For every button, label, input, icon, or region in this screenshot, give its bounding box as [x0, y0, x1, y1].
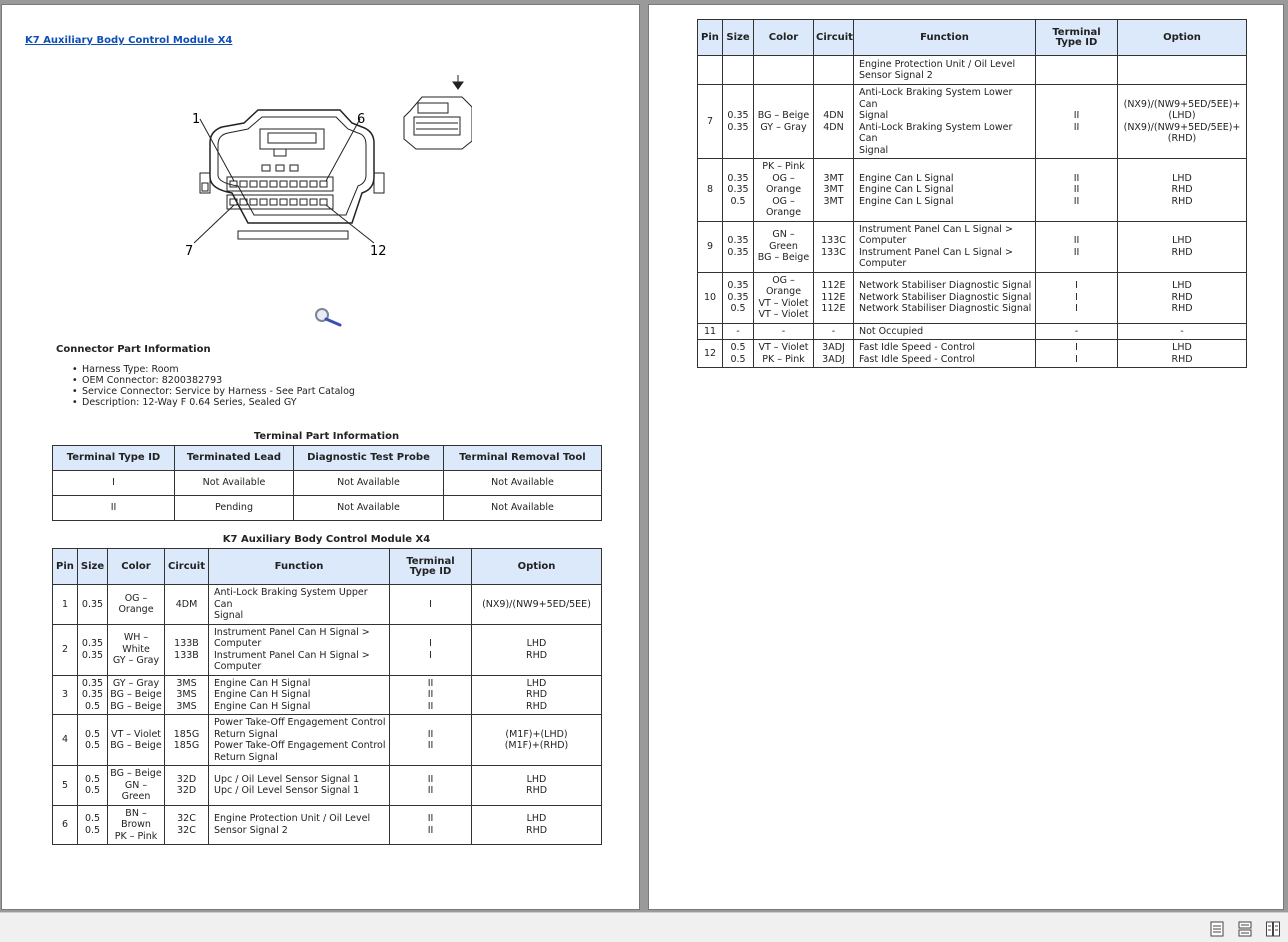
pin-cell-pin: 5	[53, 766, 78, 806]
pin-cell-circuit: 3ADJ 3ADJ	[814, 340, 854, 368]
pin-cell-size: 0.5 0.5	[78, 766, 108, 806]
pin-cell-pin: 12	[698, 340, 723, 368]
table-row	[53, 675, 602, 715]
viewer-status-bar	[0, 912, 1288, 942]
pin-cell-size: 0.35 0.35	[723, 221, 754, 272]
table-row	[53, 624, 602, 675]
pin-cell-pin: 4	[53, 715, 78, 766]
pin-cell-function: Instrument Panel Can L Signal > Computer Instrument Panel Can L Signal > Computer	[854, 221, 1036, 272]
pin-cell-size: 0.35 0.35	[78, 624, 108, 675]
pin-cell-circuit: 3MS 3MS 3MS	[165, 675, 209, 715]
pin-cell-ttid: II II	[390, 805, 472, 845]
pin-cell-pin: 10	[698, 272, 723, 323]
pin-cell-pin: 1	[53, 585, 78, 625]
table-cell: Not Available	[175, 471, 294, 496]
table-row	[698, 323, 1247, 340]
table-row	[53, 766, 602, 806]
pin-header-function: Function	[209, 549, 390, 585]
terminal-info-header: Terminal Removal Tool	[444, 446, 602, 471]
pin-label-12: 12	[370, 244, 387, 259]
pin-cell-size: 0.5 0.5	[78, 805, 108, 845]
pin-cell-color: GN – Green BG – Beige	[754, 221, 814, 272]
pin-cell-color: OG – Orange	[108, 585, 165, 625]
pin-cell-color: BG – Beige GY – Gray	[754, 85, 814, 159]
pin-cell-option: LHD RHD RHD	[1118, 159, 1247, 222]
pin-cell-ttid: II II II	[1036, 159, 1118, 222]
continued-row	[698, 56, 1247, 85]
connector-info-item: • OEM Connector: 8200382793	[72, 375, 355, 386]
pin-cell-size: -	[723, 323, 754, 340]
page-left	[1, 4, 640, 910]
pin-cell-circuit: 112E 112E 112E	[814, 272, 854, 323]
pin-cell-option: LHD RHD	[1118, 221, 1247, 272]
pin-cell-size: 0.5 0.5	[78, 715, 108, 766]
pin-cell-ttid: II II	[1036, 85, 1118, 159]
single-page-view-icon[interactable]	[1210, 921, 1224, 937]
pin-cell-option: (NX9)/(NW9+5ED/5EE)+ (LHD) (NX9)/(NW9+5ED/5EE)+ (RHD)	[1118, 85, 1247, 159]
document-title-link[interactable]: K7 Auxiliary Body Control Module X4	[25, 35, 233, 46]
pin-header-ttid: Terminal Type ID	[1036, 20, 1118, 56]
pin-cell-color: BN – Brown PK – Pink	[108, 805, 165, 845]
pin-cell-ttid: II II	[390, 766, 472, 806]
connector-diagram	[172, 65, 472, 265]
pin-header-size: Size	[78, 549, 108, 585]
pin-cell-color: OG – Orange VT – Violet VT – Violet	[754, 272, 814, 323]
pin-cell-function: Anti-Lock Braking System Upper Can Signal	[209, 585, 390, 625]
pin-cell-pin: 11	[698, 323, 723, 340]
pin-cell-option: LHD RHD RHD	[1118, 272, 1247, 323]
pin-cell-ttid: -	[1036, 323, 1118, 340]
table-row	[53, 471, 602, 496]
table-cell: Not Available	[294, 496, 444, 521]
pin-cell-function: Engine Protection Unit / Oil Level Sensor Signal 2	[209, 805, 390, 845]
table-row	[698, 340, 1247, 368]
zoom-magnifier-icon[interactable]	[310, 305, 346, 329]
pin-cell-size: 0.35 0.35	[723, 85, 754, 159]
pin-cell-color: GY – Gray BG – Beige BG – Beige	[108, 675, 165, 715]
pin-cell-circuit: 3MT 3MT 3MT	[814, 159, 854, 222]
pin-cell-color: VT – Violet BG – Beige	[108, 715, 165, 766]
pin-header-option: Option	[1118, 20, 1247, 56]
pin-cell-option: LHD RHD	[472, 766, 602, 806]
pin-cell-size: 0.5 0.5	[723, 340, 754, 368]
connector-info-heading: Connector Part Information	[56, 344, 211, 355]
pin-cell-option: LHD RHD	[1118, 340, 1247, 368]
pin-label-7: 7	[185, 244, 194, 259]
pin-cell-function: Network Stabiliser Diagnostic Signal Network Stabiliser Diagnostic Signal Network Stabiliser Diagnostic Signal	[854, 272, 1036, 323]
pin-cell-ttid: I I	[390, 624, 472, 675]
terminal-info-heading: Terminal Part Information	[253, 431, 400, 442]
connector-info-item: • Harness Type: Room	[72, 364, 355, 375]
table-cell: Not Available	[444, 496, 602, 521]
pin-cell-pin: 2	[53, 624, 78, 675]
pin-cell-circuit: 4DM	[165, 585, 209, 625]
pin-header-function: Function	[854, 20, 1036, 56]
pin-cell-circuit: -	[814, 323, 854, 340]
table-row	[698, 221, 1247, 272]
pin-cell-function: Not Occupied	[854, 323, 1036, 340]
pin-cell-ttid: II II	[390, 715, 472, 766]
connector-3d-view	[404, 75, 472, 149]
pin-cell-size: 0.35 0.35 0.5	[723, 159, 754, 222]
pin-cell-pin: 9	[698, 221, 723, 272]
pin-header-pin: Pin	[53, 549, 78, 585]
pin-cell-function: Power Take-Off Engagement Control Return Signal Power Take-Off Engagement Control Return Signal	[209, 715, 390, 766]
pin-cell-function: Engine Can L Signal Engine Can L Signal Engine Can L Signal	[854, 159, 1036, 222]
pin-cell-option: (M1F)+(LHD) (M1F)+(RHD)	[472, 715, 602, 766]
pin-cell-circuit: 185G 185G	[165, 715, 209, 766]
continuous-view-icon[interactable]	[1238, 921, 1252, 937]
connector-info-item: • Description: 12-Way F 0.64 Series, Sealed GY	[72, 397, 355, 408]
pin-header-ttid: Terminal Type ID	[390, 549, 472, 585]
pin-cell-circuit: 32D 32D	[165, 766, 209, 806]
table-cell: II	[53, 496, 175, 521]
pin-header-pin: Pin	[698, 20, 723, 56]
pin-header-size: Size	[723, 20, 754, 56]
pin-table-left	[52, 548, 602, 845]
pin-cell-function: Instrument Panel Can H Signal > Computer Instrument Panel Can H Signal > Computer	[209, 624, 390, 675]
pin-cell-option: -	[1118, 323, 1247, 340]
pin-header-color: Color	[108, 549, 165, 585]
pin-cell-color: PK – Pink OG – Orange OG – Orange	[754, 159, 814, 222]
two-page-view-icon[interactable]	[1266, 921, 1280, 937]
pin-cell-pin: 7	[698, 85, 723, 159]
pin-cell-ttid: II II II	[390, 675, 472, 715]
connector-info-list	[72, 364, 355, 408]
terminal-info-header: Terminated Lead	[175, 446, 294, 471]
pin-cell-circuit: 32C 32C	[165, 805, 209, 845]
pin-cell-option: LHD RHD	[472, 805, 602, 845]
pin-cell-size: 0.35 0.35 0.5	[78, 675, 108, 715]
table-cell: Pending	[175, 496, 294, 521]
pin-cell-size: 0.35 0.35 0.5	[723, 272, 754, 323]
table-cell: Not Available	[294, 471, 444, 496]
terminal-info-header: Terminal Type ID	[53, 446, 175, 471]
pin-cell-ttid: I	[390, 585, 472, 625]
pin-cell-color: -	[754, 323, 814, 340]
pin-cell-function: Engine Can H Signal Engine Can H Signal Engine Can H Signal	[209, 675, 390, 715]
table-row	[53, 496, 602, 521]
pin-cell-option: LHD RHD	[472, 624, 602, 675]
pin-cell-circuit: 133B 133B	[165, 624, 209, 675]
table-row	[698, 159, 1247, 222]
pin-cell-pin: 3	[53, 675, 78, 715]
pin-cell-function: Anti-Lock Braking System Lower Can Signal Anti-Lock Braking System Lower Can Signal	[854, 85, 1036, 159]
pin-cell-option: (NX9)/(NW9+5ED/5EE)	[472, 585, 602, 625]
terminal-info-table	[52, 445, 602, 521]
pin-header-color: Color	[754, 20, 814, 56]
table-row	[53, 805, 602, 845]
pin-cell-ttid: II II	[1036, 221, 1118, 272]
pin-cell-color: VT – Violet PK – Pink	[754, 340, 814, 368]
pin-cell-function: Fast Idle Speed - Control Fast Idle Speed - Control	[854, 340, 1036, 368]
pin-header-option: Option	[472, 549, 602, 585]
connector-info-item: • Service Connector: Service by Harness - See Part Catalog	[72, 386, 355, 397]
pin-header-circuit: Circuit	[165, 549, 209, 585]
pin-header-circuit: Circuit	[814, 20, 854, 56]
table-row	[698, 85, 1247, 159]
pin-table-heading: K7 Auxiliary Body Control Module X4	[222, 534, 431, 545]
pin-cell-circuit: 133C 133C	[814, 221, 854, 272]
pin-cell-circuit: 4DN 4DN	[814, 85, 854, 159]
table-cell: I	[53, 471, 175, 496]
table-row	[53, 585, 602, 625]
pin-cell-color: BG – Beige GN – Green	[108, 766, 165, 806]
pin-cell-size: 0.35	[78, 585, 108, 625]
pin-cell-function: Upc / Oil Level Sensor Signal 1 Upc / Oil Level Sensor Signal 1	[209, 766, 390, 806]
table-row	[53, 715, 602, 766]
pin-cell-color: WH – White GY – Gray	[108, 624, 165, 675]
terminal-info-header: Diagnostic Test Probe	[294, 446, 444, 471]
pin-label-6: 6	[357, 112, 366, 127]
table-cell: Not Available	[444, 471, 602, 496]
pin-cell-pin: 6	[53, 805, 78, 845]
pin-table-right	[697, 19, 1247, 368]
pin-cell-ttid: I I	[1036, 340, 1118, 368]
page-right	[648, 4, 1284, 910]
continued-function-cell: Engine Protection Unit / Oil Level Sensor Signal 2	[854, 56, 1036, 85]
pin-cell-ttid: I I I	[1036, 272, 1118, 323]
pin-label-1: 1	[192, 112, 201, 127]
pin-cell-option: LHD RHD RHD	[472, 675, 602, 715]
pin-cell-pin: 8	[698, 159, 723, 222]
table-row	[698, 272, 1247, 323]
